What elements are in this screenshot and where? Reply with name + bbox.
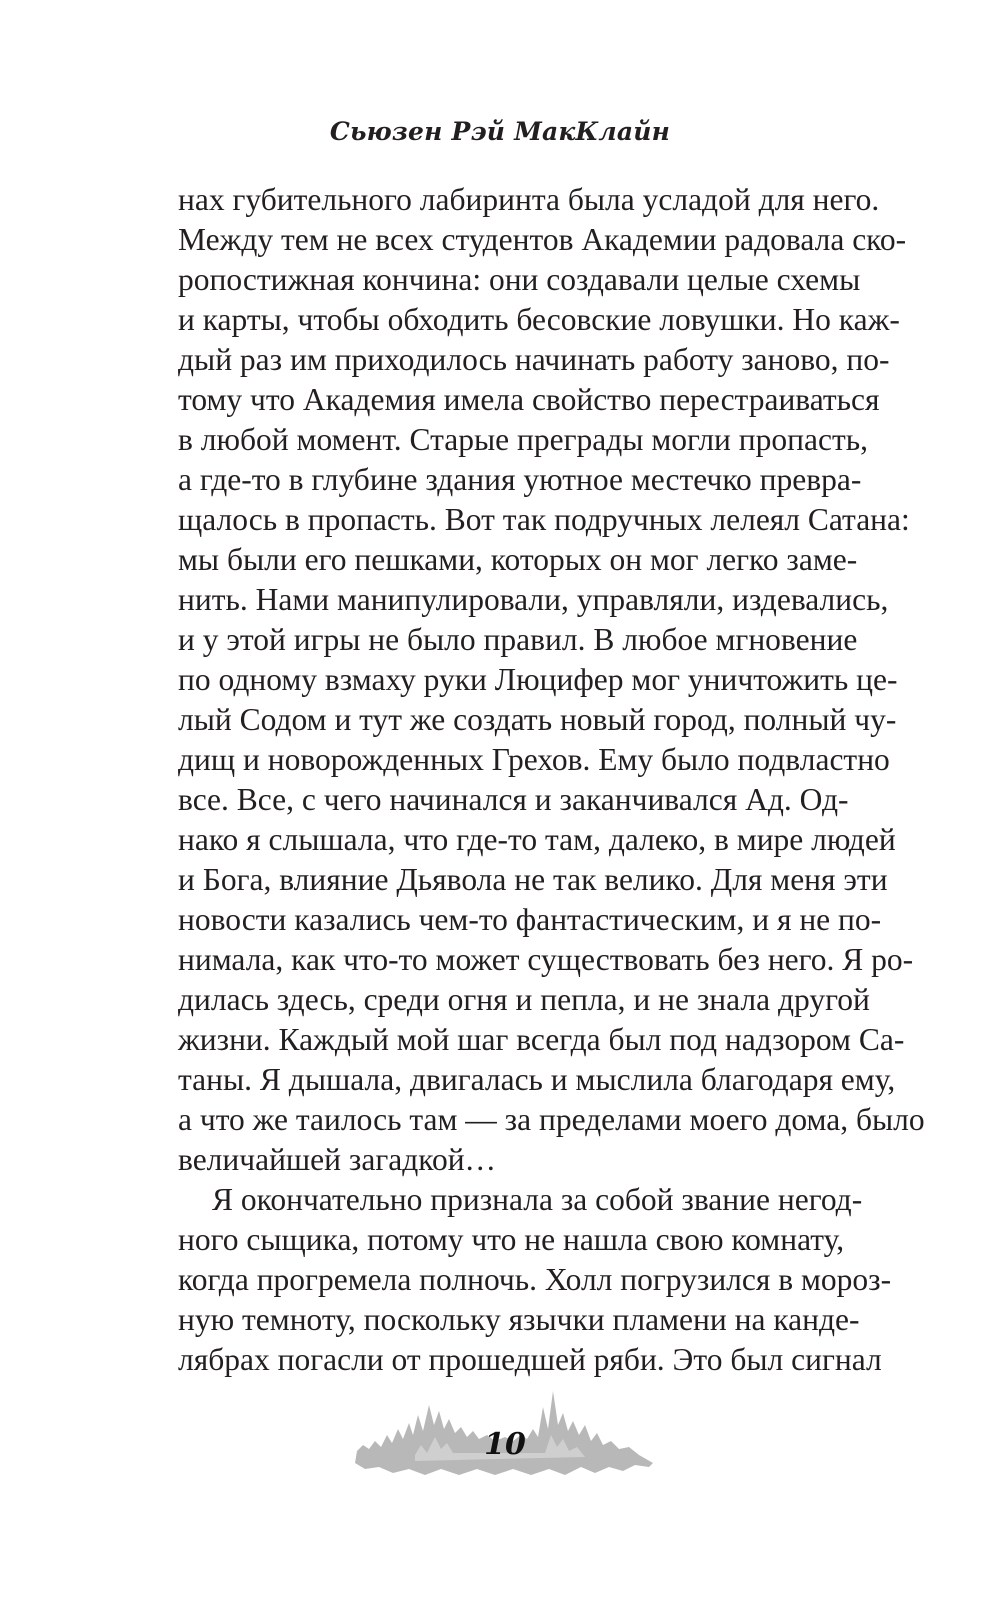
text-line: дилась здесь, среди огня и пепла, и не знала другой [178, 982, 870, 1017]
text-line: дищ и новорожденных Грехов. Ему было подвластно [178, 742, 890, 777]
text-line: тому что Академия имела свойство перестраиваться [178, 382, 880, 417]
body-text [178, 180, 925, 1380]
text-line: новости казались чем-то фантастическим, и я не по- [178, 902, 882, 937]
text-line: ного сыщика, потому что не нашла свою комнату, [178, 1222, 845, 1257]
text-line: нах губительного лабиринта была усладой для него. [178, 182, 880, 217]
text-line: а что же таилось там — за пределами моего дома, было [178, 1102, 925, 1137]
running-header: Сьюзен Рэй МакКлайн [329, 117, 671, 146]
text-line: лый Содом и тут же создать новый город, полный чу- [178, 702, 897, 737]
text-line: лябрах погасли от прошедшей ряби. Это был сигнал [178, 1342, 882, 1377]
text-line: таны. Я дышала, двигалась и мыслила благодаря ему, [178, 1062, 896, 1097]
text-line: величайшей загадкой… [178, 1142, 497, 1177]
text-line: и у этой игры не было правил. В любое мгновение [178, 622, 858, 657]
text-line: Я окончательно признала за собой звание негод- [212, 1182, 863, 1217]
text-line: по одному взмаху руки Люцифер мог уничтожить це- [178, 662, 898, 697]
text-line: в любой момент. Старые преграды могли пропасть, [178, 422, 868, 457]
text-line: Между тем не всех студентов Академии радовала ско- [178, 222, 907, 257]
text-line: и карты, чтобы обходить бесовские ловушки. Но каж- [178, 302, 900, 337]
text-line: когда прогремела полночь. Холл погрузился в мороз- [178, 1262, 892, 1297]
text-line: ропостижная кончина: они создавали целые схемы [178, 262, 861, 297]
text-line: нить. Нами манипулировали, управляли, издевались, [178, 582, 889, 617]
text-line: нако я слышала, что где-то там, далеко, в мире людей [178, 822, 896, 857]
text-line: а где-то в глубине здания уютное местечко превра- [178, 462, 862, 497]
page-number: 10 [484, 1427, 526, 1462]
page-footer [355, 1385, 655, 1495]
text-line: жизни. Каждый мой шаг всегда был под надзором Са- [178, 1022, 905, 1057]
text-line: дый раз им приходилось начинать работу заново, по- [178, 342, 890, 377]
text-line: щалось в пропасть. Вот так подручных лелеял Сатана: [178, 502, 910, 537]
text-line: нимала, как что-то может существовать без него. Я ро- [178, 942, 914, 977]
text-line: мы были его пешками, которых он мог легко заме- [178, 542, 858, 577]
text-line: и Бога, влияние Дьявола не так велико. Для меня эти [178, 862, 888, 897]
text-line: ную темноту, поскольку язычки пламени на канде- [178, 1302, 860, 1337]
text-line: все. Все, с чего начинался и заканчивался Ад. Од- [178, 782, 849, 817]
